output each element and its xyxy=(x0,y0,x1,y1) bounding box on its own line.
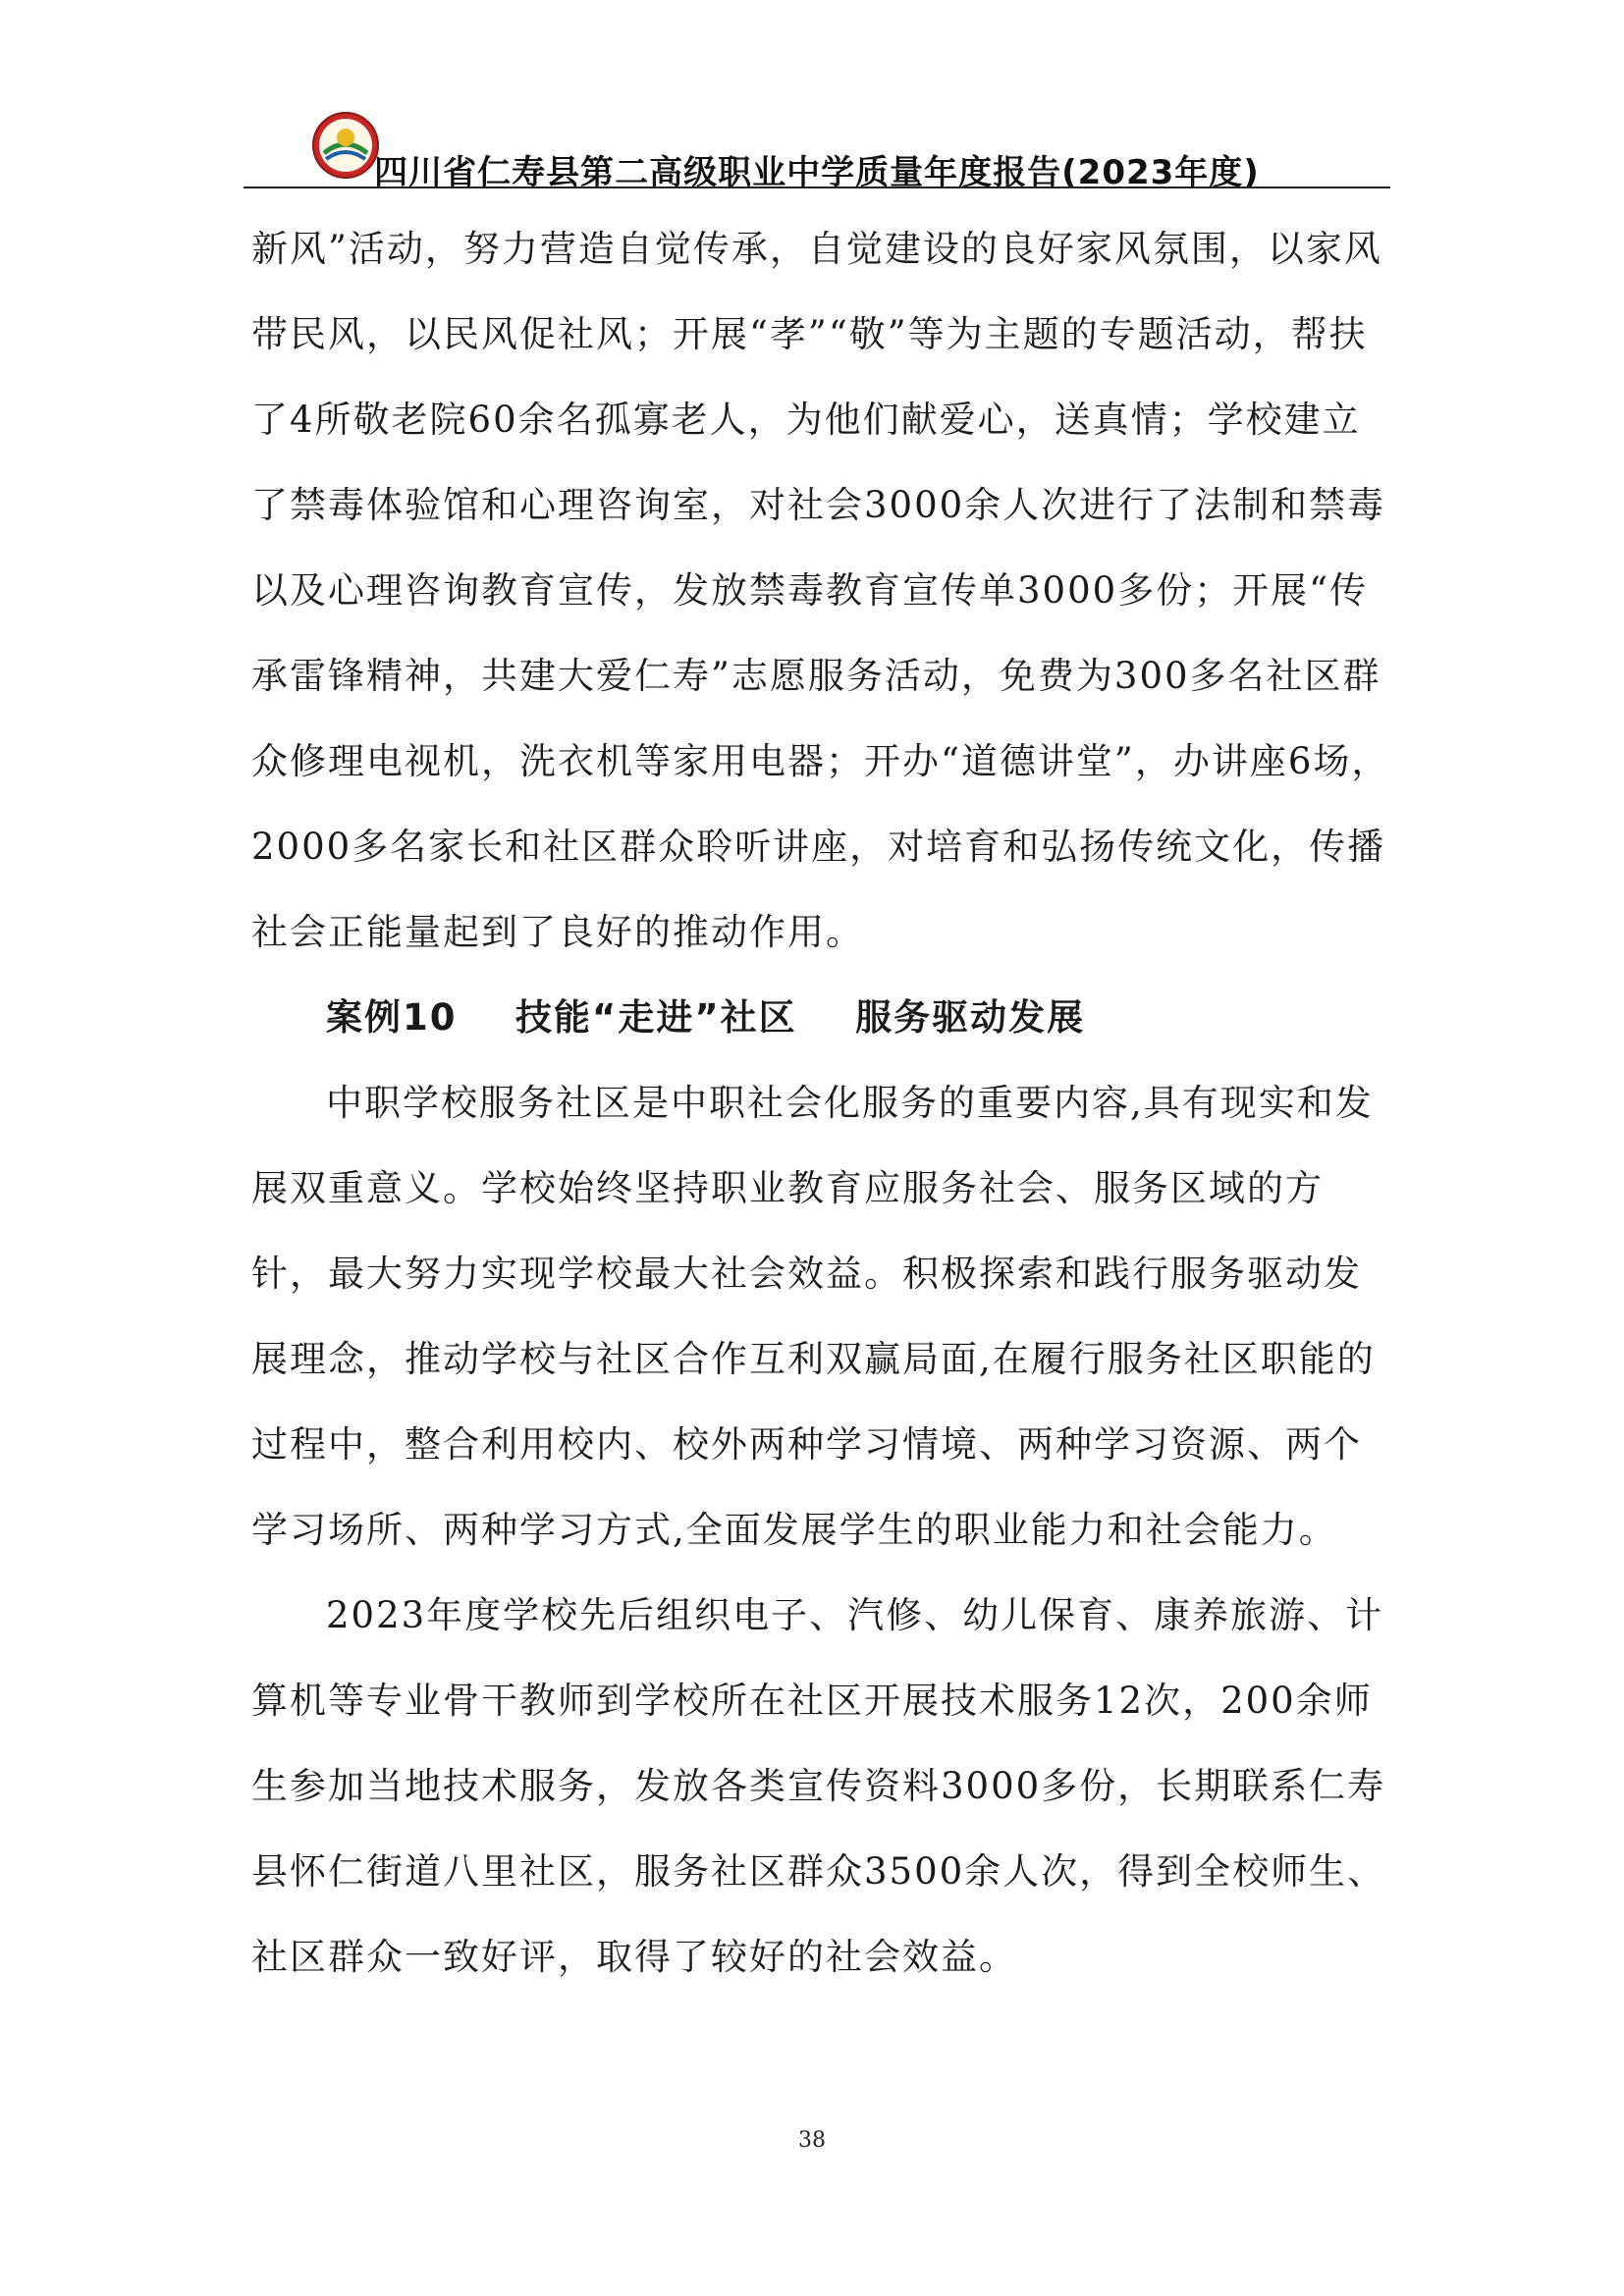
header-divider xyxy=(244,187,1390,188)
report-title: 四川省仁寿县第二高级职业中学质量年度报告(2023年度) xyxy=(374,153,1260,192)
page-content xyxy=(251,206,1390,2000)
body-paragraph: 新风”活动，努力营造自觉传承，自觉建设的良好家风氛围，以家风带民风，以民风促社风；开展“孝”“敬”等为主题的专题活动，帮扶了4所敬老院60余名孤寡老人，为他们献爱心，送真情；学校建立了禁毒体验馆和心理咨询室，对社会3000余人次进行了法制和禁毒以及心理咨询教育宣传，发放禁毒教育宣传单3000多份；开展“传承雷锋精神，共建大爱仁寿”志愿服务活动，免费为300多名社区群众修理电视机，洗衣机等家用电器；开办“道德讲堂”，办讲座6场，2000多名家长和社区群众聆听讲座，对培育和弘扬传统文化，传播社会正能量起到了良好的推动作用。 xyxy=(251,228,1390,953)
case-heading: 案例10 技能“走进”社区 服务驱动发展 xyxy=(326,996,1086,1039)
body-paragraph: 中职学校服务社区是中职社会化服务的重要内容,具有现实和发展双重意义。学校始终坚持职业教育应服务社会、服务区域的方针，最大努力实现学校最大社会效益。积极探索和践行服务驱动发展理念，推动学校与社区合作互利双赢局面,在履行服务社区职能的过程中，整合利用校内、校外两种学习情境、两种学习资源、两个学习场所、两种学习方式,全面发展学生的职业能力和社会能力。 xyxy=(251,1082,1376,1551)
page-number: 38 xyxy=(798,2128,826,2153)
page-header xyxy=(244,110,1390,192)
body-paragraph: 2023年度学校先后组织电子、汽修、幼儿保育、康养旅游、计算机等专业骨干教师到学校所在社区开展技术服务12次，200余师生参加当地技术服务，发放各类宣传资料3000多份，长期联系仁寿县怀仁街道八里社区，服务社区群众3500余人次，得到全校师生、社区群众一致好评，取得了较好的社会效益。 xyxy=(251,1594,1386,1978)
